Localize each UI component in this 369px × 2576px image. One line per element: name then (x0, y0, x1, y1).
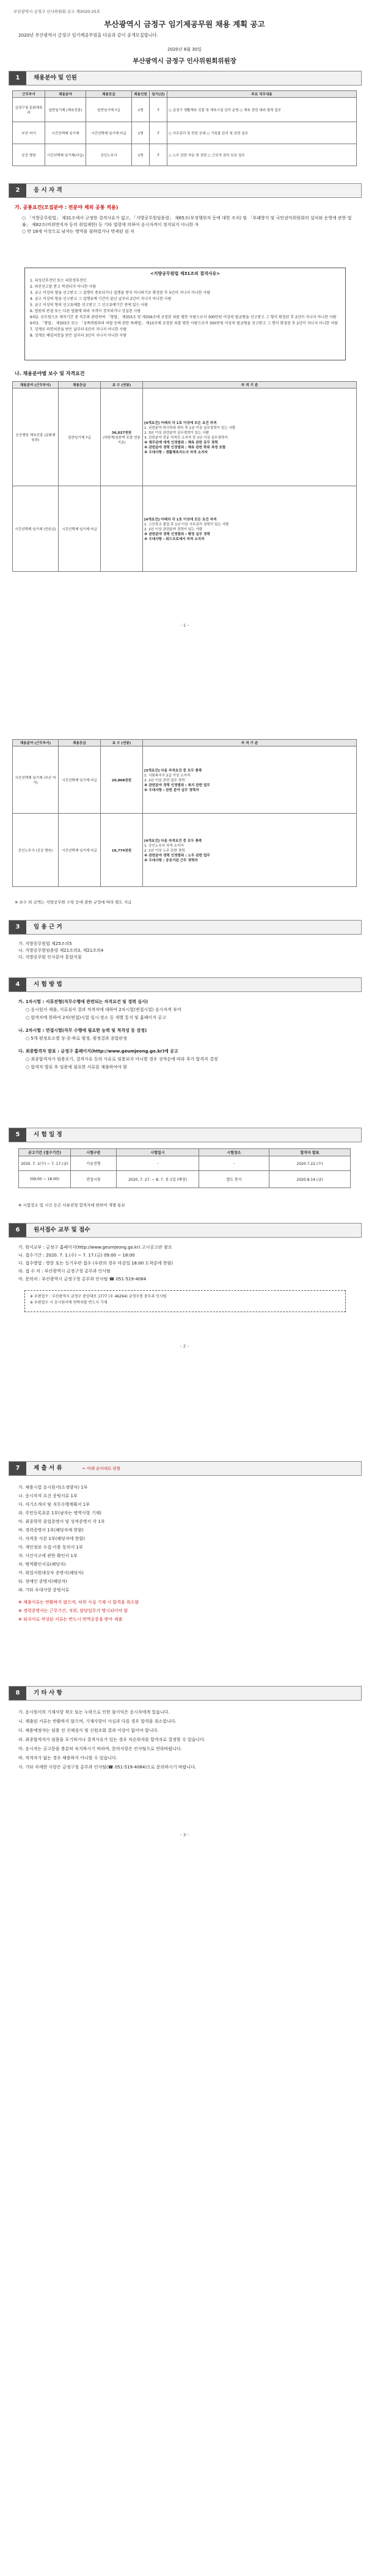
table-cell: 2020. 7. 1(수) ~ 7. 17.(금) (19, 1156, 71, 1171)
criteria-line: ※ 우대사항 : 관련 분야 실무 경력자 (144, 788, 199, 792)
basis-item: 가. 지방공무원법 제25조의5 (18, 941, 72, 946)
table-header: 주요 직무내용 (167, 91, 357, 98)
docs-item: 사. 자격증 사본 1부(해당자에 한함) (18, 1536, 85, 1541)
docs-item: 마. 최종학력 졸업증명서 및 성적증명서 각 1부 (18, 1519, 105, 1524)
criteria-line: ※ 관련분야 경력 인정범위 : 복지 관련 업무 (144, 783, 210, 787)
apply-note-box (24, 1290, 346, 1312)
basis-item: 나. 지방공무원임용령 제21조의3, 제21조의4 (18, 948, 104, 953)
criteria-line: [4개요건] 아래의 각 1호 이상에 모든 요건 자격 (144, 517, 217, 522)
qual-field-title: 나. 채용분야별 보수 및 자격요건 (15, 371, 85, 376)
docs-item: 아. 개인정보 수집·이용 동의서 1부 (18, 1545, 83, 1550)
box-line: 1. 피성년후견인 또는 피한정후견인 (30, 279, 87, 283)
page-number: - 3 - (180, 1833, 189, 1837)
section-number: 1 (9, 71, 26, 85)
section-3-header (9, 920, 362, 935)
table-row (13, 122, 357, 144)
pay-value: 36,027천원 (111, 431, 132, 435)
intro-text: 2020년 부산광역시 금정구 임기제공무원을 다음과 같이 공개모집합니다. (18, 32, 158, 38)
section-note: ← 아래 순서대로 편철 (82, 1466, 120, 1471)
section-4-header (9, 977, 362, 992)
criteria-line: ※ 우대사항 : 공공기관 근무 경력자 (144, 858, 198, 863)
table-cell (143, 814, 357, 887)
table-header: 자 격 기 준 (143, 382, 357, 389)
table-cell: - (199, 1156, 269, 1171)
docs-list (18, 1483, 354, 1624)
table-cell: 16,774천원 (101, 814, 143, 887)
criteria-line: 2. 1년 이상 노무 관련 경력 (144, 848, 185, 853)
table-header: 시험일시 (117, 1149, 199, 1156)
etc-item: 라. 최종합격자가 임용을 포기하거나 결격사유가 있는 경우 차순위자를 합격자로 결정할 수 있습니다. (18, 1737, 206, 1742)
table-header: 보 수 (연봉) (101, 740, 143, 746)
apply-item: 다. 접수방법 : 방문 또는 등기우편 접수 (우편의 경우 마감일 18:00 도착분에 한함) (18, 1261, 174, 1266)
table-cell: 2020.7.22.(수) (269, 1156, 351, 1171)
section-title: 시 험 일 정 (34, 1131, 62, 1138)
section-number: 7 (9, 1462, 26, 1475)
pay-note-text: ※ 보수 외 금액는 지방공무원 수당 등에 관한 규정에 따라 별도 지급 (15, 900, 132, 905)
table-cell: 금정구청 문화체육과 (13, 98, 45, 122)
docs-item: 바. 경력증명서 1부(해당자에 한함) (18, 1528, 84, 1533)
method-item: ○ 5개 평정요소별 상·중·하로 평정, 평정결과 종합판정 (26, 1036, 127, 1041)
criteria-line: 1. 사회복지사 2급 이상 소지자 (144, 773, 191, 778)
criteria-line: 1. 관련분야 학사학위 취득 후 1년 이상 실무경력이 있는 사람 (144, 426, 236, 430)
section-number: 6 (9, 1224, 26, 1237)
table-header: 채용등급 (86, 91, 132, 98)
schedule-note: ※ 시험장소 및 시간 등은 서류전형 합격자에 한하여 개별 통보 (18, 1203, 125, 1208)
docs-item: 카. 취업지원대상자 증명서(해당자) (18, 1571, 84, 1575)
table-cell: 2 (150, 122, 167, 144)
apply-item: 나. 접수기간 : 2020. 7. 1.(수) ~ 7. 17.(금) 09:00 ~ 18:00 (18, 1253, 135, 1258)
section-number: 5 (9, 1128, 26, 1142)
box-line: 4. 금고 이상의 형을 선고받고 그 집행유예 기간이 끝난 날부터 2년이 지나지 아니한 사람 (30, 297, 172, 301)
table-cell: 별도 통지 (199, 1171, 269, 1188)
table-row (13, 144, 357, 166)
docs-item: 가. 채용시험 응시원서(소정양식) 1부 (18, 1485, 88, 1490)
table-cell: 시간선택제 임기제 (민원실) (13, 486, 59, 572)
docs-item: 파. 기타 우대사항 증빙서류 (18, 1588, 70, 1593)
section-5-header (9, 1128, 362, 1142)
box-line: 6의3. 「형법」 제303조 또는 「성폭력범죄의 처벌 등에 관한 특례법」 제10조에 규정된 죄를 범한 사람으로서 300만원 이상의 벌금형을 선고받고 그 형이 확정된 후 2년이 지나지 아니한 사람 (30, 321, 338, 326)
table-header: 보 수 (연봉) (101, 382, 143, 389)
criteria-line: 2. 3년 이상 관련분야 실무경력이 있는 사람 (144, 431, 210, 435)
section-title: 시 험 방 법 (34, 981, 62, 988)
method-item: ○ 합격자 발표 후 임용에 필요한 서류를 제출하여야 함 (26, 1065, 127, 1070)
table-header: 채용분야 (45, 91, 86, 98)
box-line: 8. 징계로 해임처분을 받은 날부터 3년이 지나지 아니한 사람 (30, 334, 127, 338)
table-cell (143, 389, 357, 486)
docs-note: ※ 경력증명서는 근무기간, 직위, 담당업무가 명시되어야 함 (18, 1608, 128, 1613)
table-cell: 2020.8.14.(금) (269, 1171, 351, 1188)
box-title: <지방공무원법 제31조의 결격사유> (150, 271, 221, 276)
table-header: 채용분야 (근무부서) (13, 740, 59, 746)
qualification-table (12, 381, 357, 572)
table-header-row (13, 382, 357, 389)
table-header: 자 격 기 준 (143, 740, 357, 746)
page-number: - 2 - (180, 1344, 189, 1349)
table-cell: 1명 (132, 144, 150, 166)
etc-item: 다. 채용예정자는 임용 전 신체검사 및 신원조회 결과 이상이 없어야 합니다. (18, 1728, 159, 1733)
table-header: 공고기간 (접수기간) (19, 1149, 71, 1156)
table-cell: 1명 (132, 98, 150, 122)
table-header: 채용등급 (59, 382, 101, 389)
table-row (19, 1156, 351, 1171)
table-cell: - (117, 1156, 199, 1171)
criteria-line: ※ 관련분야 경력 인정범위 : 노무 관련 업무 (144, 853, 210, 858)
box-line: 7. 징계로 파면처분을 받은 날부터 5년이 지나지 아니한 사람 (30, 327, 127, 332)
docs-item: 다. 자기소개서 및 직무수행계획서 1부 (18, 1502, 90, 1507)
etc-item: 마. 응시자는 공고문을 충분히 숙지하시기 바라며, 문의사항은 인사팀으로 연락바랍니다. (18, 1746, 182, 1751)
pay-note: (하한액/상한액 포함 연봉기준) (103, 436, 141, 445)
etc-item: 가. 응시원서의 기재사항 착오 또는 누락으로 인한 불이익은 응시자에게 있습니다. (18, 1710, 170, 1715)
table-cell: 부산 어가 (13, 122, 45, 144)
section-1-header (9, 71, 362, 86)
apply-note: ※ 우편접수 시 응시원서에 연락처를 반드시 기재 (30, 1301, 108, 1305)
table-header: 시험장소 (199, 1149, 269, 1156)
table-cell: (09:00 ~ 18:00) (19, 1171, 71, 1188)
qual-common-body: ○ 「지방공무원법」 제31조에서 규정한 결격사유가 없고, 「지방공무원임용령」 제65조(부정행위자 등에 대한 조치) 및 「부패방지 및 국민권익위원회의 설치와 운영에 관한 법률」 제82조(비위면직자 등의 취업제한) 등 기타 법령에 의하여 응시자격이 정지되지 아니한 자 ○ 만 18세 이상으로 남자는 병역을 필하였거나 면제된 된 자 (22, 216, 352, 234)
table-cell: ○ 사무관리 및 민원 응대 ○ 기록물 관리 및 관련 업무 (167, 122, 357, 144)
method-item: 가. 1차시험 : 서류전형(직무수행에 관련되는 자격요건 및 경력 심사) (18, 999, 148, 1004)
criteria-line: 2. 2년 이상 관련분야 경력이 있는 사람 (144, 527, 203, 531)
qual-common-item-1: 「지방공무원법」 제31조에서 규정한 결격사유가 없고, 「지방공무원임용령」 제65조(부정행위자 등에 대한 조치) 및 「부패방지 및 국민권익위원회의 설치와 운영에 관한 법률」 제82조(비위면직자 등의 취업제한) 등 기타 법령에 의하여 응시자격이 정지되지 아니한 자 (22, 216, 352, 227)
criteria-line: ※ 우대사항 : 생활체육지도사 자격 소지자 (144, 450, 208, 454)
section-title: 원서접수 교부 및 접수 (34, 1227, 90, 1233)
table-row (19, 1171, 351, 1188)
table-cell: 2 (150, 144, 167, 166)
recruit-table (12, 90, 357, 166)
basis-item: 다. 지방공무원 인사분야 통합지침 (18, 955, 82, 960)
section-6-header (9, 1223, 362, 1238)
table-cell: 일반임기제 7급 (86, 98, 132, 122)
section-number: 2 (9, 184, 26, 197)
table-cell: 면접시험 (71, 1171, 117, 1188)
table-cell: 일반임기제 7급 (59, 389, 101, 486)
disqualification-box (24, 268, 346, 360)
etc-list (18, 1708, 354, 1772)
table-header-row (13, 91, 357, 98)
criteria-line: 2. 2년 이상 관련 업무 경력 (144, 778, 185, 783)
table-cell: 시간선택제 임기제 (부산 어가) (13, 746, 59, 814)
table-cell: 시간선택제 임기제 마급 (59, 486, 101, 572)
issuer: 부산광역시 금정구 인사위원회위원장 (133, 57, 236, 65)
table-cell: 1명 (132, 122, 150, 144)
docs-item: 차. 병역확인서류(해당자) (18, 1562, 66, 1567)
table-header: 합격자 발표 (269, 1149, 351, 1156)
method-item: ○ 응시원서 제출, 서류심사 결과 적격자에 대하여 2차시험(면접시험) 응시자격 부여 (26, 1007, 181, 1012)
table-cell: 일반임기제 (체육진흥) (45, 98, 86, 122)
table-header: 시험구분 (71, 1149, 117, 1156)
table-cell: 공공병원 체육진흥 (문화체육과) (13, 389, 59, 486)
docs-item: 자. 사건사고에 관한 확인서 1부 (18, 1553, 78, 1558)
schedule-table (18, 1148, 351, 1188)
table-cell: 시간선택제 임기제 다급 (59, 814, 101, 887)
basis-list (18, 941, 354, 961)
table-row (13, 98, 357, 122)
table-cell: 공인노무사 (86, 144, 132, 166)
header-reference: 부산광역시 금정구 인사위원회 공고 제2020-25호 (13, 9, 101, 14)
table-cell (143, 486, 357, 572)
table-cell: 시간선택제 임기제 마급 (86, 122, 132, 144)
table-header: 임기(년) (150, 91, 167, 98)
table-cell: 공공 병원 (13, 144, 45, 166)
table-row (13, 814, 357, 887)
table-cell (101, 486, 143, 572)
table-cell (101, 389, 143, 486)
criteria-line: [3개요건] 다음 자격요건 중 모두 충족 (144, 768, 202, 773)
etc-item: 나. 제출된 서류는 반환하지 않으며, 기재사항이 사실과 다를 경우 합격을 취소합니다. (18, 1719, 177, 1724)
notice-date: 2020년 6월 30일 (167, 47, 202, 52)
section-8-header (9, 1686, 362, 1701)
table-cell: 서류전형 (71, 1156, 117, 1171)
docs-note: ※ 외국어로 작성된 서류는 반드시 번역공증을 받아 제출 (18, 1617, 123, 1622)
section-7-header (9, 1461, 362, 1476)
section-number: 4 (9, 978, 26, 991)
method-item: 나. 2차시험 : 면접시험(직무 수행에 필요한 능력 및 적격성 등 검정) (18, 1028, 147, 1033)
table-cell: 시간선택제 임기제 (45, 122, 86, 144)
section-2-header (9, 183, 362, 198)
qual-common-item-2: 만 18세 이상으로 남자는 병역을 필하였거나 면제된 된 자 (27, 229, 134, 234)
table-cell: 공인노무사 (공공 병원) (13, 814, 59, 887)
table-cell: 2020. 7. 27. ~ 8. 7. 중 1일 (예정) (117, 1171, 199, 1188)
table-row (13, 389, 357, 486)
table-row (13, 486, 357, 572)
criteria-line: [4개요건] 다음 자격요건 중 모두 충족 (144, 839, 202, 843)
criteria-line: 3. 관련분야 전문 자격증 소지자 중 1년 이상 실무경력자 (144, 436, 228, 440)
qual-common-title: 가. 공통요건(모집분야 : 전분야 제외 공통 적용) (15, 205, 119, 210)
apply-note: ※ 우편접수 : 부산광역시 금정구 중앙대로 1777 (우 46294) 금정구청 총무과 인사팀 (30, 1294, 167, 1299)
criteria-line: ※ 관련분야 경력 인정범위 : 행정 실무 경력 (144, 532, 210, 536)
table-header: 채용등급 (59, 740, 101, 746)
section-number: 3 (9, 921, 26, 934)
criteria-line: [4개요건] 아래의 각 1호 이상에 모든 요건 자격 (144, 421, 217, 425)
section-number: 8 (9, 1687, 26, 1700)
apply-list (18, 1244, 354, 1283)
criteria-line: ※ 관련분야 경력 인정범위 : 체육 관련 학위 과정 포함 (144, 445, 226, 450)
method-item: ○ 최종합격자가 임용포기, 결격사유 등의 사유로 임용되지 아니할 경우 성적순에 따라 추가 합격자 결정 (26, 1057, 218, 1062)
apply-item: 가. 원서교부 : 금정구 홈페이지(http://www.geumjeong.go.kr) 고시공고란 참조 (18, 1245, 172, 1250)
page-title: 부산광역시 금정구 임기제공무원 채용 계획 공고 (104, 20, 265, 29)
section-title: 제 출 서 류 (34, 1465, 62, 1472)
table-cell: 시간선택제 임기제 다급 (59, 746, 101, 814)
table-header: 채용인원 (132, 91, 150, 98)
docs-item: 나. 응시자격 요건 증빙서류 1부 (18, 1494, 78, 1498)
table-row (13, 746, 357, 814)
criteria-line: ※ 우대사항 : 워드프로세서 자격 소지자 (144, 537, 205, 541)
box-line: 6의2. 공무원으로 재직기간 중 직무와 관련하여 「형법」 제355조 및 제356조에 규정된 죄를 범한 사람으로서 300만원 이상의 벌금형을 선고받고 그 형이 확정된 후 2년이 지나지 아니한 사람 (30, 315, 337, 319)
criteria-line: 1. 고등학교 졸업 후 1년 이상 사무관리 경력이 있는 사람 (144, 522, 229, 527)
method-list (18, 998, 354, 1071)
docs-note: ※ 제출서류는 반환하지 않으며, 허위 사실 기재 시 합격을 취소함 (18, 1600, 139, 1605)
qualification-table-continued (12, 739, 357, 887)
table-header: 채용분야 (근무부서) (13, 382, 59, 389)
table-cell (143, 746, 357, 814)
docs-item: 라. 주민등록초본 1부(남자는 병역사항 기재) (18, 1511, 101, 1516)
method-item: ○ 합격자에 한하여 2차(면접)시험 일시·장소 등 개별 통지 및 홈페이지 공고 (26, 1015, 166, 1020)
etc-item: 바. 적격자가 없는 경우 채용하지 아니할 수 있습니다. (18, 1756, 118, 1761)
table-cell: 시간선택제 임기제(다급) (45, 144, 86, 166)
table-cell: 20,868천원 (101, 746, 143, 814)
method-item: 다. 최종합격자 발표 : 금정구 홈페이지(http://www.geumjeong.go.kr)에 공고 (18, 1049, 178, 1054)
criteria-line: ※ 채무관계 에게 인정범위 : 체육 관련 공무 경력 (144, 440, 218, 445)
section-title: 임 용 근 거 (34, 924, 62, 930)
table-header-row (19, 1149, 351, 1156)
table-cell: ○ 노무 관련 자문 및 상담 ○ 근로자 권익 보호 업무 (167, 144, 357, 166)
table-header: 근무부서 (13, 91, 45, 98)
table-cell: 2 (150, 98, 167, 122)
box-line: 3. 금고 이상의 형을 선고받고 그 집행이 종료되거나 집행을 받지 아니하기로 확정된 후 5년이 지나지 아니한 사람 (30, 291, 211, 295)
section-title: 응 시 자 격 (34, 187, 62, 194)
criteria-line: 1. 공인노무사 자격 소지자 (144, 844, 184, 848)
section-title: 채용분야 및 인원 (34, 75, 77, 81)
apply-item: 라. 접 수 처 : 부산광역시 금정구청 총무과 인사팀 (18, 1269, 111, 1274)
etc-item: 사. 기타 자세한 사항은 금정구청 총무과 인사팀(☎ 051-519-4084)으로 문의하시기 바랍니다. (18, 1765, 197, 1770)
apply-item: 마. 문의처 : 부산광역시 금정구청 총무과 인사팀 ☎ 051-519-4084 (18, 1277, 147, 1282)
table-cell: ○ 금정구 생활체육 진흥 및 체육시설 관리 운영 ○ 체육 관련 대외 협력 업무 (167, 98, 357, 122)
table-header-row (13, 740, 357, 746)
docs-item: 타. 장애인 증명서(해당자) (18, 1579, 67, 1584)
box-line: 5. 금고 이상의 형의 선고유예를 선고받고 그 선고유예기간 중에 있는 사람 (30, 303, 148, 307)
section-title: 기 타 사 항 (34, 1690, 62, 1696)
box-line: 6. 법원의 판결 또는 다른 법률에 따라 자격이 정지되거나 상실된 사람 (30, 309, 141, 313)
box-line: 2. 파산선고를 받고 복권되지 아니한 사람 (30, 285, 96, 289)
page-number: - 1 - (180, 623, 189, 628)
